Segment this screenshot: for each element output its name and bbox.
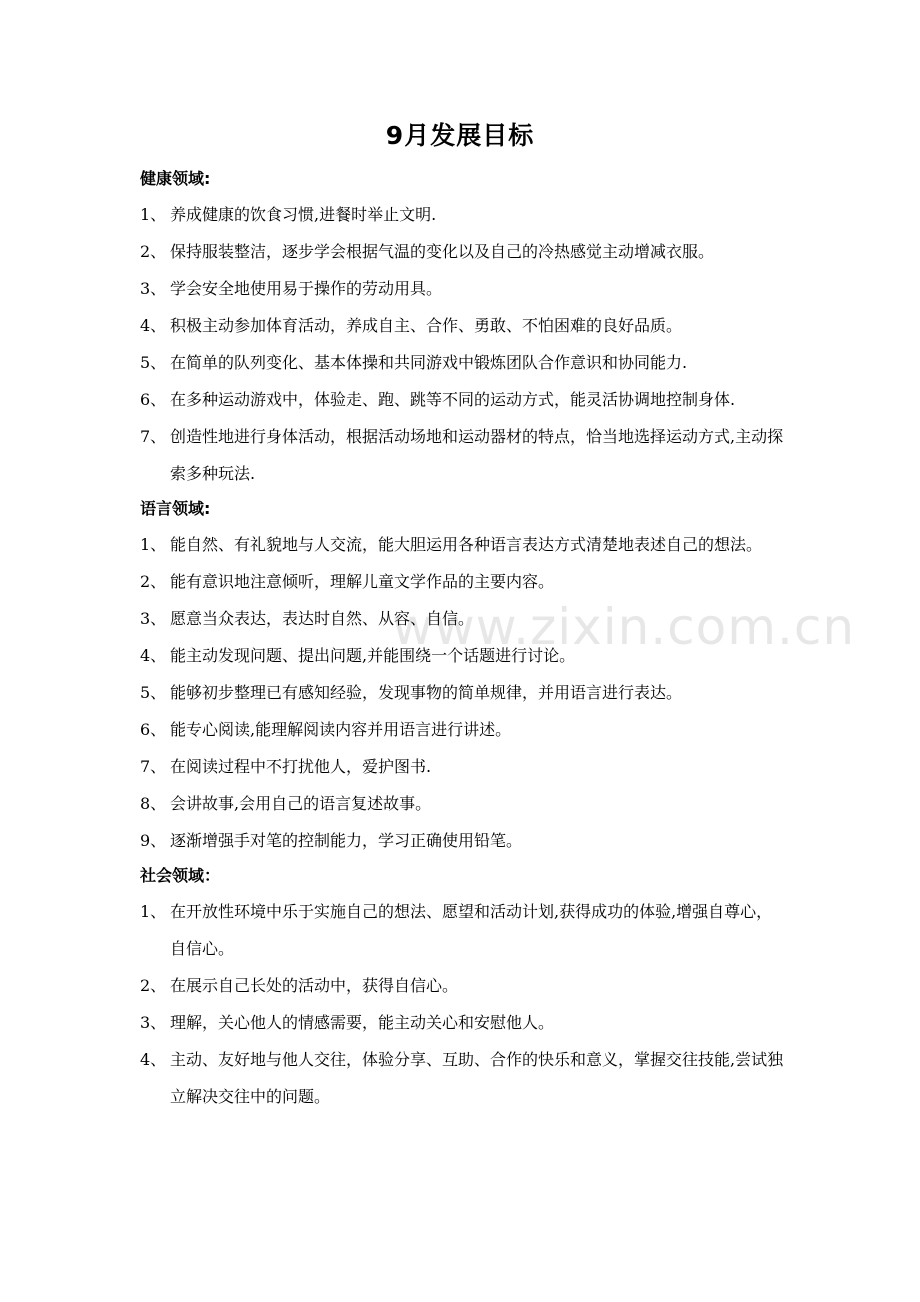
item-text: 会讲故事,会用自己的语言复述故事。	[170, 794, 432, 813]
list-item	[140, 893, 785, 967]
item-text: 能主动发现问题、提出问题,并能围绕一个话题进行讨论。	[170, 646, 576, 665]
item-text: 在简单的队列变化、基本体操和共同游戏中锻炼团队合作意识和协同能力.	[170, 353, 688, 372]
page-title: 9月发展目标	[385, 121, 535, 150]
list-item	[140, 563, 785, 600]
list-item	[140, 307, 785, 344]
item-text: 能自然、有礼貌地与人交流，能大胆运用各种语言表达方式清楚地表述自己的想法。	[170, 535, 763, 554]
list-item	[140, 674, 785, 711]
item-text: 能有意识地注意倾听，理解儿童文学作品的主要内容。	[170, 572, 555, 591]
list-item	[140, 967, 785, 1004]
section-heading: 健康领域:	[140, 169, 211, 188]
item-text: 理解，关心他人的情感需要，能主动关心和安慰他人。	[170, 1013, 555, 1032]
watermark: www.zixin.com.cn	[392, 598, 856, 656]
list-item	[140, 1041, 785, 1115]
item-number: 9、	[140, 831, 167, 850]
list-item	[140, 822, 785, 859]
list-item	[140, 711, 785, 748]
item-number: 5、	[140, 353, 167, 372]
item-number: 4、	[140, 646, 167, 665]
list-item	[140, 270, 785, 307]
item-text: 愿意当众表达，表达时自然、从容、自信。	[170, 609, 475, 628]
item-text: 逐渐增强手对笔的控制能力，学习正确使用铅笔。	[170, 831, 523, 850]
list-item	[140, 785, 785, 822]
list-item	[140, 1004, 785, 1041]
item-text: 能够初步整理已有感知经验，发现事物的简单规律，并用语言进行表达。	[170, 683, 683, 702]
item-number: 3、	[140, 1013, 167, 1032]
section	[140, 492, 785, 859]
item-number: 8、	[140, 794, 167, 813]
item-number: 5、	[140, 683, 167, 702]
list-item	[140, 637, 785, 674]
item-text: 在开放性环境中乐于实施自己的想法、愿望和活动计划,获得成功的体验,增强自尊心，自信心。	[170, 902, 773, 958]
item-number: 3、	[140, 609, 167, 628]
item-number: 2、	[140, 976, 167, 995]
section-heading: 社会领域：	[140, 866, 221, 885]
item-number: 2、	[140, 242, 167, 261]
list-item	[140, 233, 785, 270]
item-text: 在阅读过程中不打扰他人，爱护图书.	[170, 757, 432, 776]
list-item	[140, 748, 785, 785]
item-text: 在多种运动游戏中，体验走、跑、跳等不同的运动方式，能灵活协调地控制身体.	[170, 390, 736, 409]
item-number: 4、	[140, 1050, 167, 1069]
document-body	[140, 162, 785, 1115]
section	[140, 162, 785, 492]
item-text: 主动、友好地与他人交往，体验分享、互助、合作的快乐和意义，掌握交往技能,尝试独立解决交往中的问题。	[170, 1050, 784, 1106]
section	[140, 859, 785, 1115]
list-item	[140, 418, 785, 492]
item-text: 养成健康的饮食习惯,进餐时举止文明.	[170, 205, 437, 224]
item-number: 2、	[140, 572, 167, 591]
item-number: 6、	[140, 720, 167, 739]
item-number: 1、	[140, 535, 167, 554]
item-number: 7、	[140, 757, 167, 776]
item-text: 积极主动参加体育活动，养成自主、合作、勇敢、不怕困难的良好品质。	[170, 316, 683, 335]
list-item	[140, 381, 785, 418]
item-text: 保持服装整洁，逐步学会根据气温的变化以及自己的冷热感觉主动增减衣服。	[170, 242, 715, 261]
item-text: 能专心阅读,能理解阅读内容并用语言进行讲述。	[170, 720, 512, 739]
item-number: 7、	[140, 427, 167, 446]
item-number: 1、	[140, 902, 167, 921]
list-item	[140, 600, 785, 637]
list-item	[140, 344, 785, 381]
list-item	[140, 526, 785, 563]
item-text: 创造性地进行身体活动，根据活动场地和运动器材的特点，恰当地选择运动方式,主动探索多种玩法.	[170, 427, 784, 483]
item-number: 3、	[140, 279, 167, 298]
item-text: 在展示自己长处的活动中，获得自信心。	[170, 976, 459, 995]
item-number: 6、	[140, 390, 167, 409]
item-number: 1、	[140, 205, 167, 224]
item-number: 4、	[140, 316, 167, 335]
item-text: 学会安全地使用易于操作的劳动用具。	[170, 279, 443, 298]
list-item	[140, 196, 785, 233]
section-heading: 语言领域:	[140, 499, 211, 518]
